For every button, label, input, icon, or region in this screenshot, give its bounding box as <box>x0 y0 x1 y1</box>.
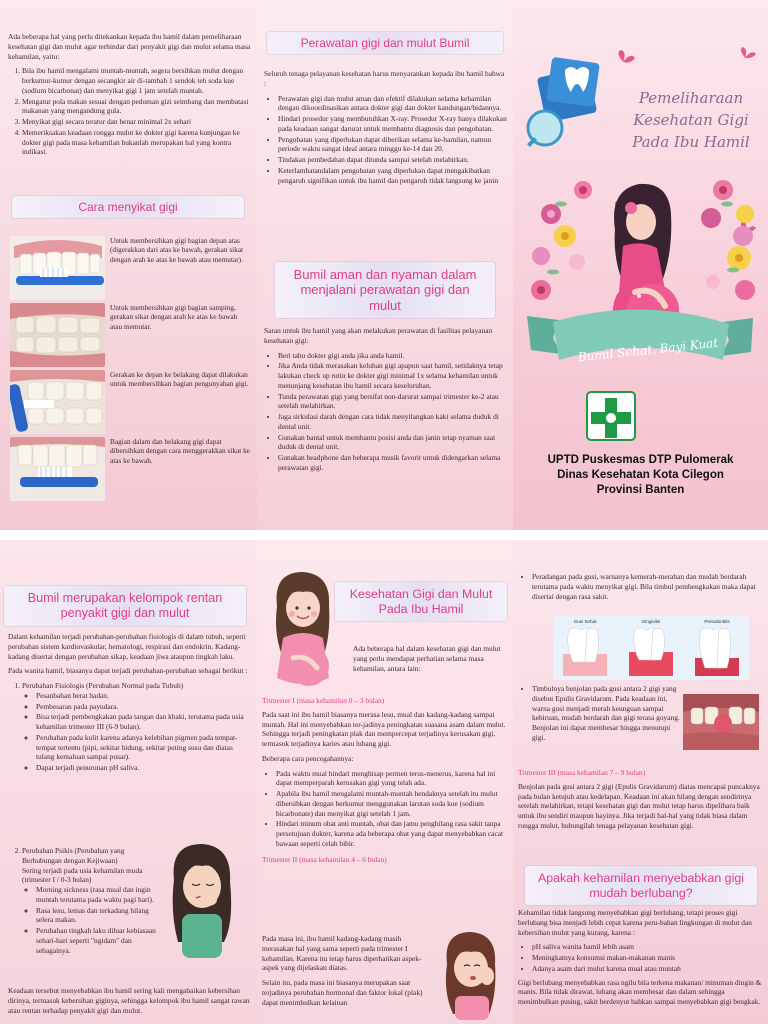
changes-list <box>8 681 252 773</box>
list-item: • Meningkatnya konsumsi makan-makanan manis <box>532 953 763 963</box>
list-item: • pH saliva wanita hamil lebih asam <box>532 942 763 952</box>
epulis-photo <box>683 694 759 750</box>
list-item: ◦ Rasa lesu, lemas dan terkadang hilang selera makan. <box>36 906 158 926</box>
list-item: • Pengobatan yang diperlukan dapat diberikan selama ke-hamilan, namun periode waktu sangat ideal antara minggu ke-14 dan 20. <box>278 135 507 155</box>
psychic-text <box>8 846 158 956</box>
dental-care-list <box>264 94 507 186</box>
brush-step-text: Untuk membersihkan gigi bagian samping, gerakan sikat dengan arah ke atas ke bawah atau memutar. <box>110 303 238 331</box>
list-item <box>22 681 252 773</box>
brush-heading: Cara menyikat gigi <box>12 196 244 218</box>
brush-step-text: Gerakan ke depan ke belakang dapat dilakukan untuk membersihkan bagian pengunyahan gigi. <box>110 370 249 389</box>
paragraph: Kehamilan tidak langsung menyebabkan gigi berlubang, tetapi proses gigi berlubang bisa menjadi lebih cepat karena peru-bahan lingkungan di mulut dan kebersihan mulut yang kurang, karena : <box>518 908 752 937</box>
cavity-text <box>518 908 763 1012</box>
brush-step-text: Untuk membersihkan gigi bagian depan atas (digerakkan dari atas ke bawah, gerakan sikat dengan arah ke atas ke bawah atau memutar). <box>110 236 244 264</box>
happy-pregnant-illustration <box>263 570 343 702</box>
list-item: • Timbulnya benjolan pada gusi antara 2 gigi yang disebut Epulis Gravidarum. Pada keadaan ini, warna gusi menjadi merah keunguan sampai kebiruan, mudah berdarah dan gigi terasa goyang. Benjolan ini dapat membesar hingga menutupi gigi. <box>532 684 680 743</box>
panel-cover <box>513 0 768 530</box>
trimester-text <box>262 690 507 868</box>
list-item: ◦ Perubahan tingkah laku diluar kebiasaan sehari-hari seperti "ngidam" dan sebagainya. <box>36 926 158 955</box>
safe-comfort-intro: Saran untuk ibu hamil yang akan melakukan perawatan di fasilitas pelayanan kesehatan gigi: <box>264 326 493 345</box>
trimester-3-text <box>518 762 761 836</box>
list-item: ◦ Pembesaran pada payudara. <box>36 702 252 712</box>
leaflet-title-line: Pemeliharaan <box>638 89 744 107</box>
list-item: 4. Memeriksakan keadaan rongga mulut ke dokter gigi karena kunjungan ke dokter gigi pada masa kehamilan bukanlah merupakan hal yang kontra indikasi. <box>22 128 251 157</box>
list-item: • Apabila ibu hamil mengalami muntah-muntah hendaknya setelah itu mulut dibersihkan dengan berkumur menggunakan larutan soda kue (sodium bicarbonate) dan menyikat gigi setelah 1 jam. <box>276 789 507 818</box>
care-intro: Ada beberapa hal yang perlu ditekankan kepada ibu hamil dalam pemeliharaan kesehatan gigi dan mulut agar terhindar dari penyakit gigi dan mulut selama masa kehamilan, yaitu: <box>8 32 251 61</box>
panel-care-tips <box>0 0 257 530</box>
panel-gum-disease <box>513 540 768 1024</box>
gum-inflammation-text <box>518 572 761 602</box>
cavity-heading: Apakah kehamilan menyebabkan gigi mudah berlubang? <box>525 866 757 905</box>
trimester-3-heading: Trimester III (masa kehamilan 7 – 9 bulan) <box>518 768 646 777</box>
list-item <box>22 846 158 955</box>
list-item: 3. Menyikat gigi secara teratur dan benar minimal 2x sehari <box>22 117 251 127</box>
epulis-text <box>518 684 680 744</box>
list-item: • Keterlambatandalam pengobatan yang diperlukan dapat mengakibatkan pengaruh signifikan untuk ibu hamil dan pengaruh tidak langsung ke janin <box>278 166 507 186</box>
list-item: ◦ Dapat terjadi penurunan pH saliva. <box>36 763 252 773</box>
list-item: • Tindakan pembedahan dapat ditunda sampai setelah melahirkan. <box>278 155 507 165</box>
cavity-list <box>518 942 763 973</box>
paragraph: Selain itu, pada masa ini biasanya merupakan saat terjadinya perubahan hormonal dan faktor lokal (plak) dapat menimbulkan kelainan <box>262 978 423 1007</box>
nauseous-woman-illustration <box>156 840 244 958</box>
list-item: ◦ Bisa terjadi pembengkakan pada tangan dan khaki, terutama pada usia kehamilan trimester III (6-9 bulan). <box>36 712 252 732</box>
brush-step-4 <box>10 437 251 501</box>
ribbon-slogan: Bumil Sehat, Bayi Kuat <box>577 335 719 365</box>
list-item: • Pada waktu mual hindari menghisap permen terus-menerus, karena hal ini dapat memperparah kerusakan gigi yang telah ada. <box>276 769 507 789</box>
list-item: • Hindari minum obat anti muntah, obat dan jamu penghilang rasa sakit tanpa persetujuan dokter, karena ada beberapa obat yang dapat menyebabkan cacat bawaan seperti celah bibir. <box>276 819 507 848</box>
trimester-1-heading: Trimester I (masa kehamilan 0 – 3 bulan) <box>262 696 385 705</box>
care-tips-text <box>8 32 251 158</box>
brushing-inner-image <box>10 437 105 501</box>
trimester-intro: Ada beberapa hal dalam kesehatan gigi dan mulut yang perlu mendapat perhatian selama masa kehamilan, antara lain: <box>353 644 501 673</box>
list-item-title: Perubahan Fisiologis (Perubahan Normal pada Tubuh) <box>22 681 184 691</box>
list-item: 2. Mengatur pola makan sesuai dengan pedoman gizi seimbang dan membatasi makanan yang mengandung gula. <box>22 97 251 117</box>
paragraph: Pada masa ini, ibu hamil kadang-kadang masih merasakan hal yang sama seperti pada trimester I kehamilan. Karena itu tetap harus diperhatikan aspek-aspek yang dijelaskan diatas. <box>262 934 422 973</box>
panel-dental-care <box>257 0 513 530</box>
panel-trimesters <box>257 540 513 1024</box>
list-item: • Peradangan pada gusi, warnanya kemerah-merahan dan mudah berdarah terutama pada waktu menyikat gigi. Bila timbul pembengkakan maka dapat disertai dengan rasa sakit. <box>532 572 761 601</box>
brush-step-text: Bagian dalam dan belakang gigi dapat dibersihkan dengan cara menggerakkan sikat ke atas ke bawah. <box>110 437 251 465</box>
list-item-title: Perubahan Psikis (Perubahan yang Berhubungan dengan Kejiwaan) <box>22 846 125 865</box>
safe-comfort-text <box>264 326 507 474</box>
list-item: • Gunakan bantal untuk membantu posisi anda dan janin tetap nyaman saat duduk di dental unit. <box>278 433 507 453</box>
gum-condition-diagram <box>553 616 749 680</box>
org-line: Provinsi Banten <box>596 483 685 496</box>
page-fold <box>0 530 768 540</box>
dental-care-intro: Seluruh tenaga pelayanan kesehatan harus menyarankan kepada ibu hamil bahwa : <box>264 69 505 88</box>
safe-comfort-list <box>264 351 507 473</box>
list-item: • Jaga sirkulasi darah dengan cara tidak menyilangkan kaki selama duduk di dental unit. <box>278 412 507 432</box>
gum-caption: Gusi Sehat <box>573 619 597 624</box>
paragraph: Beberapa cara pencegahannya: <box>262 753 354 763</box>
list-item: • Jika Anda tidak merasakan keluhan gigi apapun saat hamil, setidaknya tetap lakukan check up rutin ke dokter gigi minimal 1x selama kehamilan untuk menunjang kesehatan ibu hamil secara keseluruhan. <box>278 361 507 390</box>
list-item: • Beri tahu dokter gigi anda jika anda hamil. <box>278 351 507 361</box>
puskesmas-logo <box>587 392 635 440</box>
gum-caption: Periodontitis <box>704 619 730 624</box>
list-item: • Tunda perawatan gigi yang bersifat non-darurat sampai trimester ke-2 atau setelah melahirkan. <box>278 392 507 412</box>
organization-name <box>513 453 768 498</box>
list-item: 1. Bila ibu hamil mengalami muntah-muntah, segera bersihkan mulut dengan berkumur-kumur dengan secangkir air di-tambah 1 sendok teh soda kue (sodium bicarbonat) dan menyikat gigi 1 jam setelah muntah. <box>22 66 251 95</box>
changes-list-2 <box>8 846 158 955</box>
list-item: • Perawatan gigi dan mulut aman dan efektif dilakukan selama kehamilan dengan dikoordinasikan antara dokter gigi dan dokter kandungan/bidannya. <box>278 94 507 114</box>
toothache-woman-illustration <box>437 930 507 1020</box>
xray-tooth-icon <box>527 57 600 147</box>
trimester-heading: Kesehatan Gigi dan Mulut Pada Ibu Hamil <box>335 582 507 621</box>
vulnerable-closing <box>8 986 252 1020</box>
paragraph: Benjolan pada gusi antara 2 gigi (Epulis Gravidarum) diatas mencapai puncaknya pada bulan ketujuh atau kedelapan. Keadaan ini akan hilang dengan sendirinya setelah melahirkan, tetapi kesehatan gigi dan mulut tetap harus dipelihara baik untuk ibu sendiri maupun bayinya. Jika terjadi hal-hal yang tidak biasa dalam rongga mulut, hubungilah tenaga pelayanan kesehatan gigi. <box>518 781 760 830</box>
trimester-2-text <box>262 934 432 1012</box>
paragraph: Dalam kehamilan terjadi perubahan-perubahan fisiologis di dalam tubuh, seperti perubahan sistem kardiovaskular, hematologi, respirasi dan endokrin. Kadang-kadang disertai dengan perubahan sikap, keadaan jiwa ataupun tingkah laku. <box>8 632 246 661</box>
care-tips-list <box>8 66 251 157</box>
list-item: • Gunakan headphone dan beberapa musik favorit untuk didengarkan selama perawatan gigi. <box>278 453 507 473</box>
prevention-list <box>262 769 507 849</box>
leaflet-title <box>621 88 761 153</box>
paragraph: Pada saat ini ibu hamil biasanya merasa lesu, mual dan kadang-kadang sampai muntah. Hal ini menyebabkan ter-jadinya peningkatan suasana asam dalam mulut. Sehingga terjadi peningkatan plak dan mempercepat terjadinya kerusakan gigi, termasuk terjadinya karies atau lubang gigi. <box>262 709 506 749</box>
brush-step-3 <box>10 370 248 434</box>
dental-care-heading: Perawatan gigi dan mulut Bumil <box>267 32 503 54</box>
gum-caption: Gingivitis <box>641 619 661 624</box>
brush-step-2 <box>10 303 248 367</box>
list-item-text: Sering terjadi pada usia kehamilan muda (trimester I / 0-3 bulan) <box>22 865 143 885</box>
brush-step-1 <box>10 236 248 300</box>
paragraph: Pada wanita hamil, biasanya dapat terjadi perubahan-perubahan sebagai berikut : <box>8 666 248 676</box>
org-line: Dinas Kesehatan Kota Cilegon <box>557 468 724 481</box>
list-item: • Hindari prosedur yang membutuhkan X-ray. Prosedur X-ray hanya dilakukan pada keadaan sangat darurat untuk membantu diagnosis dan pengobatan. <box>278 114 507 134</box>
brushing-chewing-image <box>10 370 105 434</box>
vulnerable-heading: Bumil merupakan kelompok rentan penyakit gigi dan mulut <box>4 586 246 626</box>
leaflet-title-line: Kesehatan Gigi <box>633 110 749 129</box>
vulnerable-text <box>8 632 252 774</box>
list-item: ◦ Perubahan pada kulit karena adanya kelebihan pigmen pada tempat-tempat tertentu (pipi, sekitar hidung, sekitar puting susu dan diatas tulang kemaluan sampai pusar). <box>36 733 252 762</box>
dental-care-text <box>264 69 507 186</box>
list-item: ◦ Morning sickness (rasa mual dan ingin muntah terutama pada waktu pagi hari). <box>36 885 158 905</box>
paragraph: Keadaan tersebut menyebabkan ibu hamil sering kali mengabaikan kebersihan dirinya, termasuk kebersihan giginya, sehingga kelompok ibu hamil sangat rawan atau rentan terhadap penyakit gigi dan mulut. <box>8 986 250 1015</box>
cover-illustration <box>513 0 768 530</box>
brushing-front-image <box>10 236 105 300</box>
paragraph: Gigi berlubang menyebabkan rasa ngilu bila terkena makanan/ minuman dingin & manis. Bila tidak dirawat, lubang akan membesar dan dalam sehingga menimbulkan pusing, sakit berdenyut bahkan sampai menyebabkan gigi bengkak. <box>518 977 762 1007</box>
list-item: • Adanya asam dari mulut karena mual atau muntah <box>532 964 763 974</box>
org-line: UPTD Puskesmas DTP Pulomerak <box>547 454 734 466</box>
panel-vulnerable-group <box>0 540 257 1024</box>
brushing-side-image <box>10 303 105 367</box>
list-item: ◦ Pesanbahan berat badan. <box>36 691 252 701</box>
trimester-2-heading: Trimester II (masa kehamilan 4 – 6 bulan) <box>262 854 387 864</box>
safe-comfort-heading: Bumil aman dan nyaman dalam menjalani perawatan gigi dan mulut <box>275 262 495 318</box>
leaflet-title-line: Pada Ibu Hamil <box>632 132 750 151</box>
